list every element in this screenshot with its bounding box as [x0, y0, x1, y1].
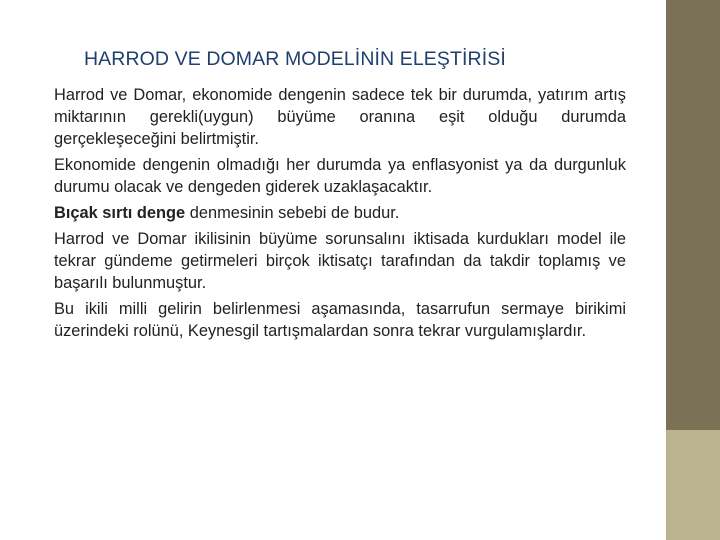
paragraph-3-rest: denmesinin sebebi de budur.: [185, 204, 400, 222]
slide-title: HARROD VE DOMAR MODELİNİN ELEŞTİRİSİ: [84, 48, 506, 70]
paragraph-3: [54, 202, 626, 224]
paragraph-1: Harrod ve Domar, ekonomide dengenin sadece tek bir durumda, yatırım artış miktarının gerekli(uygun) büyüme oranına eşit olduğu durumda gerçekleşeceğini belirtmiştir.: [54, 86, 626, 148]
sidebar-accent-top: [666, 0, 720, 430]
paragraph-5: Bu ikili milli gelirin belirlenmesi aşamasında, tasarrufun sermaye birikimi üzerindeki rolünü, Keynesgil tartışmalardan sonra tekrar vurgulamışlardır.: [54, 300, 626, 340]
paragraph-2: Ekonomide dengenin olmadığı her durumda ya enflasyonist ya da durgunluk durumu olacak ve dengeden giderek uzaklaşacaktır.: [54, 156, 626, 196]
bold-term: Bıçak sırtı denge: [54, 204, 186, 222]
paragraph-4: Harrod ve Domar ikilisinin büyüme sorunsalını iktisada kurdukları model ile tekrar gündeme getirmeleri birçok iktisatçı tarafından da takdir toplamış ve başarılı bulunmuştur.: [54, 230, 626, 292]
sidebar-accent-bottom: [666, 430, 720, 540]
slide-body: [54, 84, 626, 346]
